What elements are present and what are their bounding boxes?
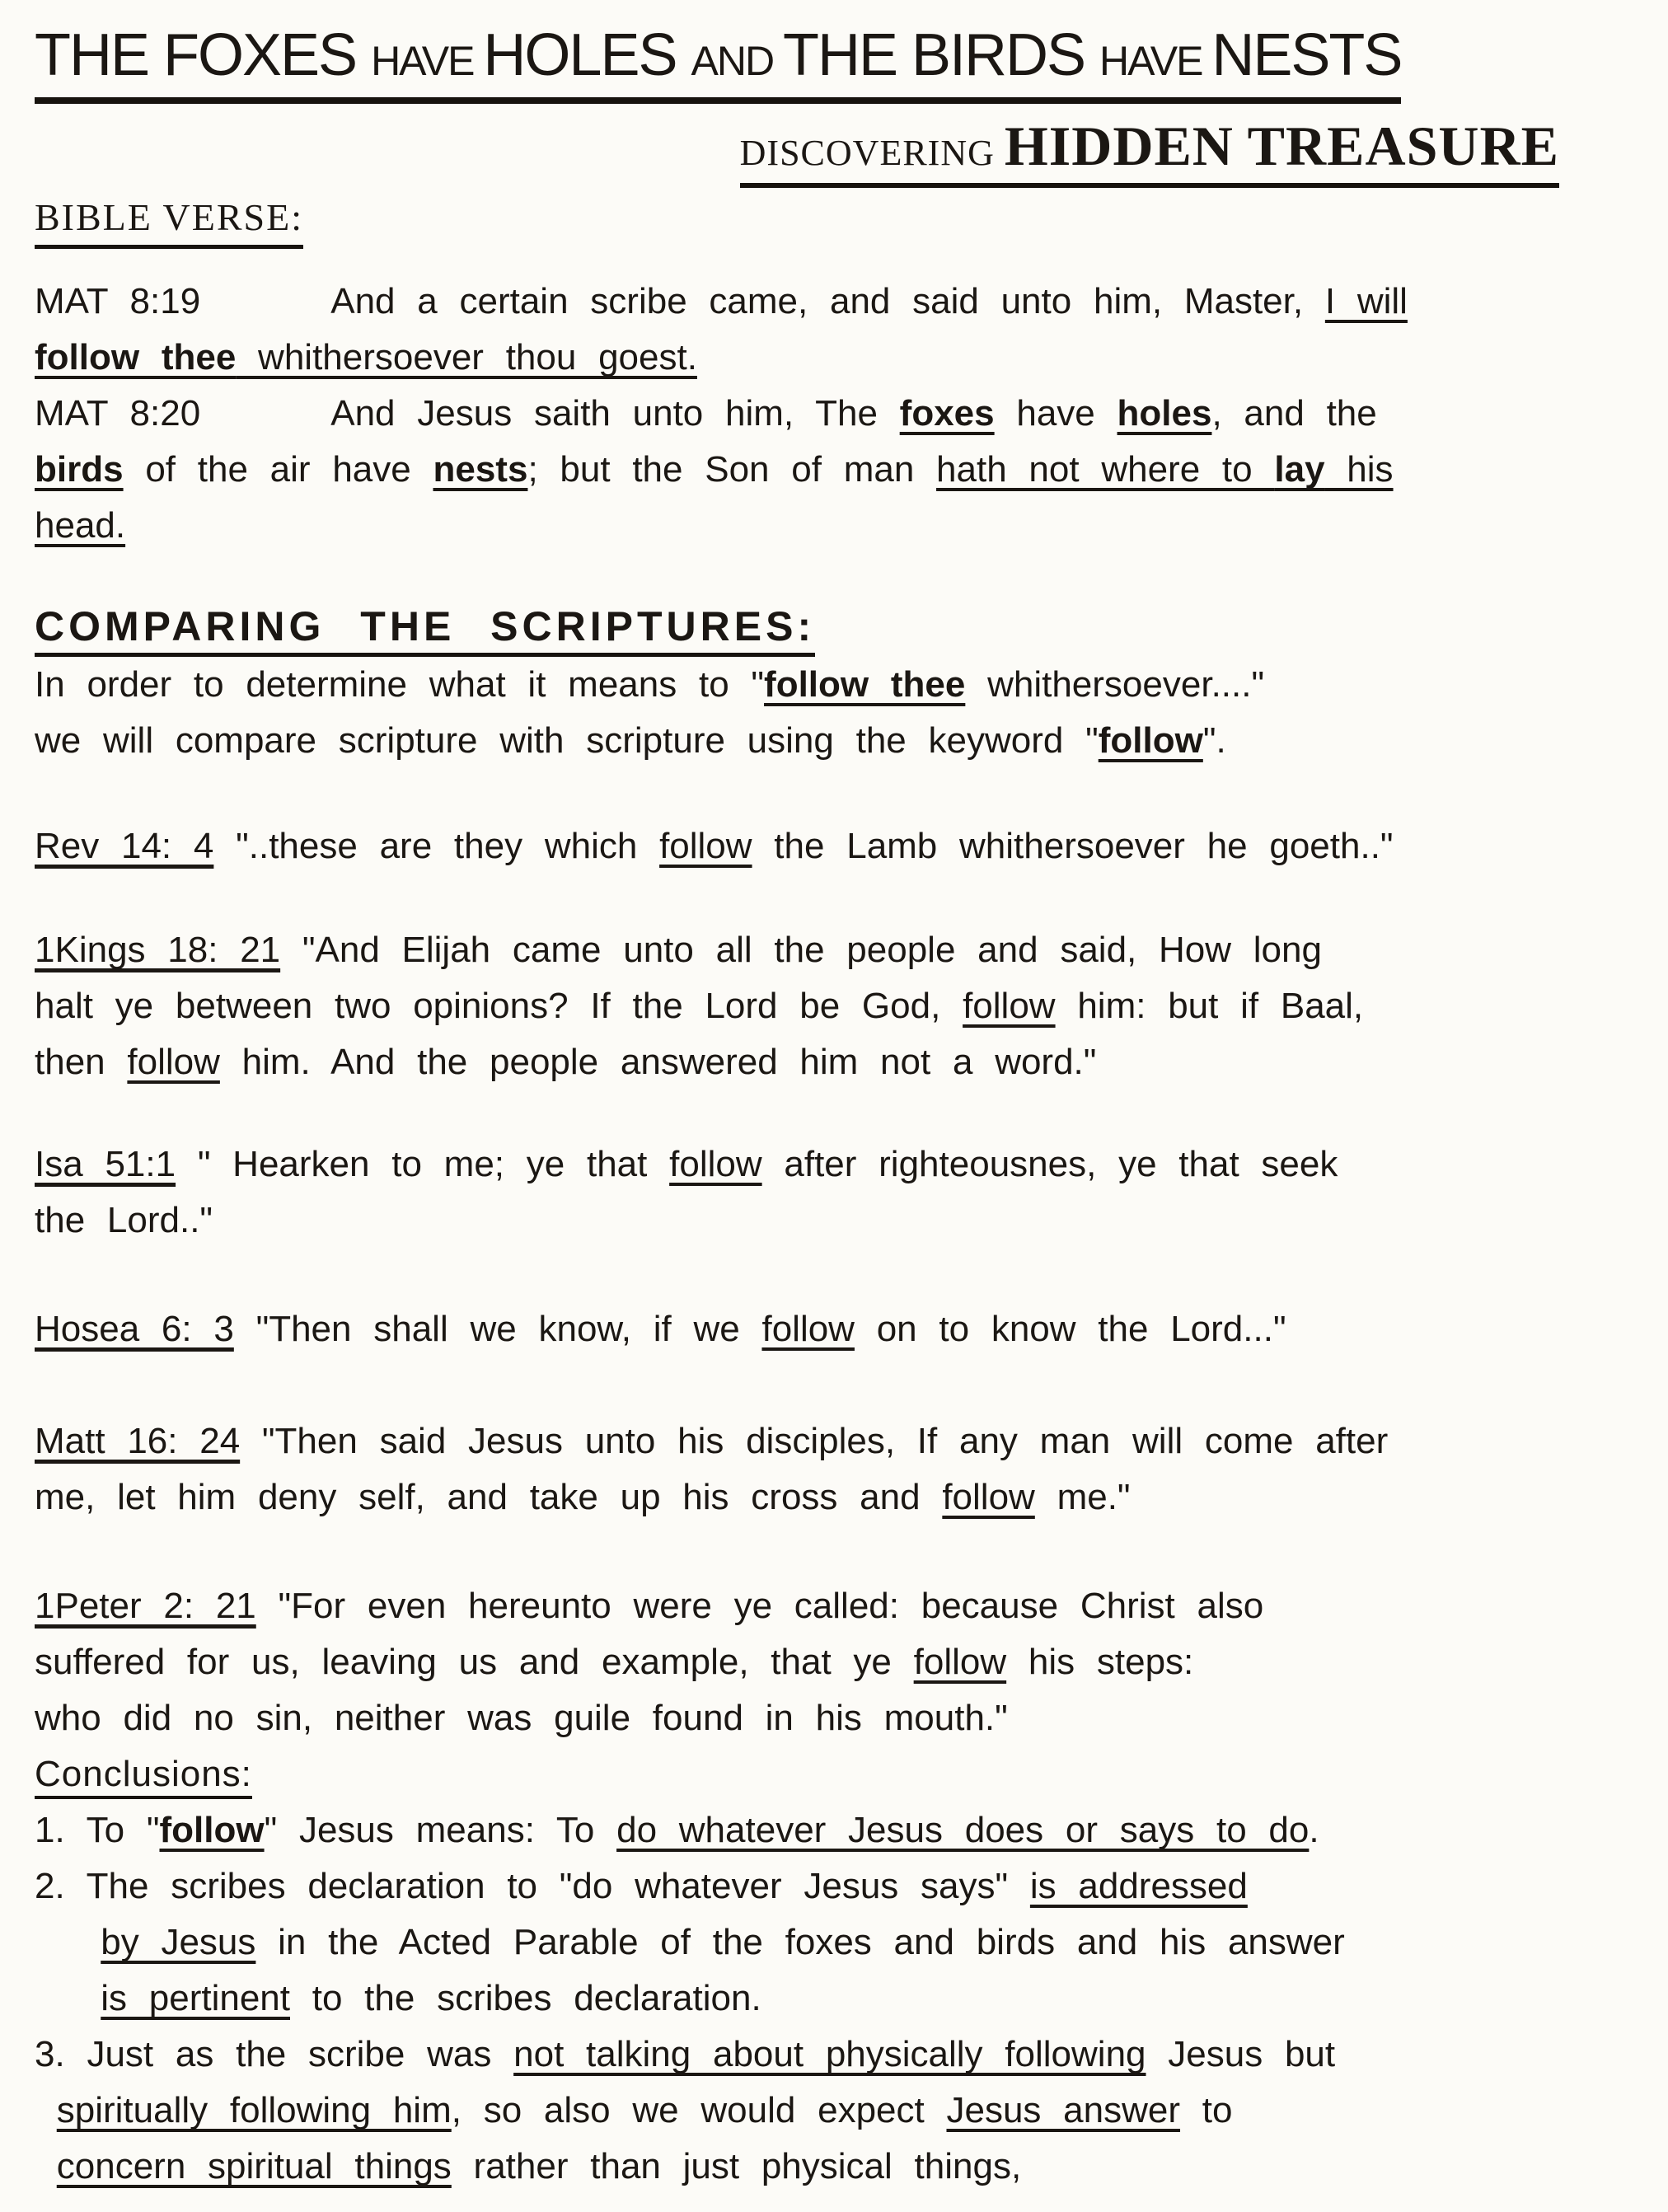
text-line	[35, 1858, 1632, 1914]
text-segment: holes	[1117, 393, 1212, 434]
text-segment: nests	[433, 449, 528, 490]
text-segment: follow	[942, 1477, 1035, 1518]
text-segment: "Then shall we know, if we	[233, 1309, 762, 1350]
text-segment: .	[1309, 1810, 1319, 1851]
text-segment: follow	[963, 986, 1056, 1027]
text-segment: I will	[1324, 281, 1408, 322]
text-segment: HOLES	[483, 22, 691, 88]
text-segment: of the air have	[123, 449, 433, 490]
text-segment: 1Kings 18: 21	[35, 930, 281, 971]
text-segment: do whatever Jesus does or says to do	[616, 1810, 1310, 1851]
text-line	[35, 1136, 1632, 1193]
text-segment: Jesus answer	[946, 2090, 1181, 2131]
text-segment: 2. The scribes declaration to "do whatever Jesus says"	[35, 1866, 1030, 1907]
text-line	[35, 1634, 1632, 1690]
text-segment: "Then said Jesus unto his disciples, If any man will come after	[240, 1421, 1389, 1462]
text-line	[35, 274, 1632, 330]
text-segment: Hosea 6: 3	[35, 1309, 234, 1350]
text-line	[35, 1034, 1632, 1090]
text-segment: we will compare scripture with scripture using the keyword "	[35, 720, 1099, 762]
text-line	[35, 1578, 1632, 1634]
text-segment: him. And the people answered him not a word."	[219, 1042, 1097, 1083]
text-segment: ".	[1202, 720, 1226, 762]
text-segment	[35, 1978, 101, 2018]
text-line	[35, 2027, 1632, 2083]
text-segment: Conclusions:	[35, 1754, 252, 1799]
text-line	[35, 1301, 1632, 1357]
text-segment: , so also we would expect	[451, 2090, 947, 2131]
subtitle	[740, 115, 1559, 189]
text-segment: THE FOXES	[35, 22, 372, 88]
block-hosea	[35, 1301, 1632, 1357]
text-line	[35, 386, 1632, 442]
text-line	[35, 922, 1632, 978]
text-segment: then	[35, 1042, 128, 1083]
text-line	[35, 657, 1632, 713]
block-verse-mat	[35, 274, 1632, 554]
block-matt	[35, 1413, 1632, 1525]
text-line	[35, 598, 1632, 657]
text-segment: follow thee	[764, 664, 966, 705]
text-segment: have	[994, 393, 1117, 434]
text-segment: "..these are they which	[213, 826, 660, 867]
text-segment: Matt 16: 24	[35, 1421, 241, 1462]
text-line	[35, 442, 1632, 498]
block-isa	[35, 1136, 1632, 1249]
text-segment: AND	[691, 38, 783, 84]
text-segment: " Jesus means: To	[264, 1810, 617, 1851]
text-segment: me, let him deny self, and take up his cross and	[35, 1477, 943, 1518]
text-segment: follow	[1098, 720, 1203, 762]
text-segment	[35, 2090, 57, 2130]
text-segment: birds	[35, 449, 124, 490]
text-line	[35, 330, 1632, 386]
block-kings	[35, 922, 1632, 1090]
text-segment: ; but the Son of man	[527, 449, 937, 490]
text-segment: follow	[159, 1810, 265, 1851]
document-body	[35, 274, 1632, 2195]
text-segment: HAVE	[1099, 38, 1212, 84]
block-comparing-heading	[35, 598, 1632, 657]
text-segment: NESTS	[1211, 22, 1402, 88]
text-segment: "For even hereunto were ye called: because Christ also	[255, 1586, 1264, 1627]
text-line	[35, 1193, 1632, 1249]
block-peter	[35, 1578, 1632, 1746]
subtitle-prefix: DISCOVERING	[739, 132, 1005, 173]
text-segment: in the Acted Parable of the foxes and birds and his answer	[255, 1922, 1345, 1963]
text-line	[35, 818, 1632, 874]
text-segment: 3. Just as the scribe was	[35, 2034, 514, 2075]
text-segment: hath not where to	[936, 449, 1275, 490]
text-segment: follow	[127, 1042, 220, 1083]
block-rev	[35, 818, 1632, 874]
text-segment: the Lord.."	[35, 1200, 213, 1241]
text-segment: Jesus but	[1146, 2034, 1336, 2075]
text-line	[35, 1746, 1632, 1802]
text-segment: by Jesus	[101, 1922, 256, 1963]
text-segment: him: but if Baal,	[1055, 986, 1364, 1027]
text-segment: after righteousnes, ye that seek	[761, 1144, 1338, 1185]
page-title-row	[35, 22, 1632, 104]
text-segment: is addressed	[1029, 1866, 1248, 1907]
text-segment: THE BIRDS	[782, 22, 1100, 88]
bible-verse-heading: BIBLE VERSE:	[35, 196, 303, 249]
text-segment: rather than just physical things,	[451, 2146, 1022, 2187]
text-segment: 1. To "	[35, 1810, 160, 1851]
text-segment: 1Peter 2: 21	[35, 1586, 256, 1627]
page-title	[35, 22, 1402, 104]
text-segment: whithersoever thou goest.	[236, 337, 697, 378]
text-segment: halt ye between two opinions? If the Lord be God,	[35, 986, 963, 1027]
text-segment: In order to determine what it means to "	[35, 664, 765, 705]
block-conclusions-heading	[35, 1746, 1632, 1802]
text-segment	[35, 2146, 57, 2186]
text-segment: whithersoever...."	[965, 664, 1265, 705]
text-segment: on to know the Lord..."	[854, 1309, 1286, 1350]
text-segment: his	[1324, 449, 1394, 490]
text-segment: lay	[1274, 449, 1325, 490]
subtitle-main: HIDDEN TREASURE	[1004, 114, 1559, 177]
text-segment: me."	[1034, 1477, 1131, 1518]
block-comparing-para	[35, 657, 1632, 769]
subtitle-row	[35, 115, 1632, 189]
text-segment: follow thee	[35, 337, 237, 378]
text-segment: to	[1180, 2090, 1233, 2131]
text-segment: follow	[913, 1642, 1007, 1683]
text-segment: his steps:	[1006, 1642, 1194, 1683]
text-segment: the Lamb whithersoever he goeth.."	[752, 826, 1394, 867]
text-segment: follow	[669, 1144, 762, 1185]
text-segment: COMPARING THE SCRIPTURES:	[35, 603, 815, 657]
text-segment: foxes	[899, 393, 995, 434]
text-line	[35, 498, 1632, 554]
text-segment: " Hearken to me; ye that	[176, 1144, 670, 1185]
text-segment: suffered for us, leaving us and example, that ye	[35, 1642, 914, 1683]
block-concl-2	[35, 1858, 1632, 2027]
text-segment: head.	[35, 505, 126, 546]
text-segment: concern spiritual things	[56, 2146, 452, 2187]
text-line	[35, 2139, 1632, 2195]
text-segment: HAVE	[371, 38, 484, 84]
text-line	[35, 1971, 1632, 2027]
text-segment: follow	[761, 1309, 855, 1350]
text-line	[35, 2083, 1632, 2139]
bible-verse-heading-row	[35, 196, 1632, 249]
text-segment: follow	[659, 826, 752, 867]
text-line	[35, 713, 1632, 769]
text-segment: , and the	[1211, 393, 1377, 434]
text-line	[35, 978, 1632, 1034]
text-line	[35, 1690, 1632, 1746]
text-segment: to the scribes declaration.	[290, 1978, 761, 2019]
text-segment: is pertinent	[101, 1978, 290, 2019]
text-segment: who did no sin, neither was guile found in his mouth."	[35, 1698, 1008, 1739]
text-segment: not talking about physically following	[513, 2034, 1146, 2075]
block-concl-3	[35, 2027, 1632, 2195]
text-segment: "And Elijah came unto all the people and said, How long	[280, 930, 1322, 971]
block-concl-1	[35, 1802, 1632, 1858]
text-line	[35, 1802, 1632, 1858]
text-segment: spiritually following him	[56, 2090, 452, 2131]
text-line	[35, 1469, 1632, 1525]
text-segment: MAT 8:19 And a certain scribe came, and said unto him, Master,	[35, 281, 1325, 322]
text-line	[35, 1914, 1632, 1971]
text-line	[35, 1413, 1632, 1469]
text-segment: Isa 51:1	[35, 1144, 176, 1185]
text-segment: MAT 8:20 And Jesus saith unto him, The	[35, 393, 900, 434]
text-segment	[35, 1922, 101, 1962]
text-segment: Rev 14: 4	[35, 826, 214, 867]
